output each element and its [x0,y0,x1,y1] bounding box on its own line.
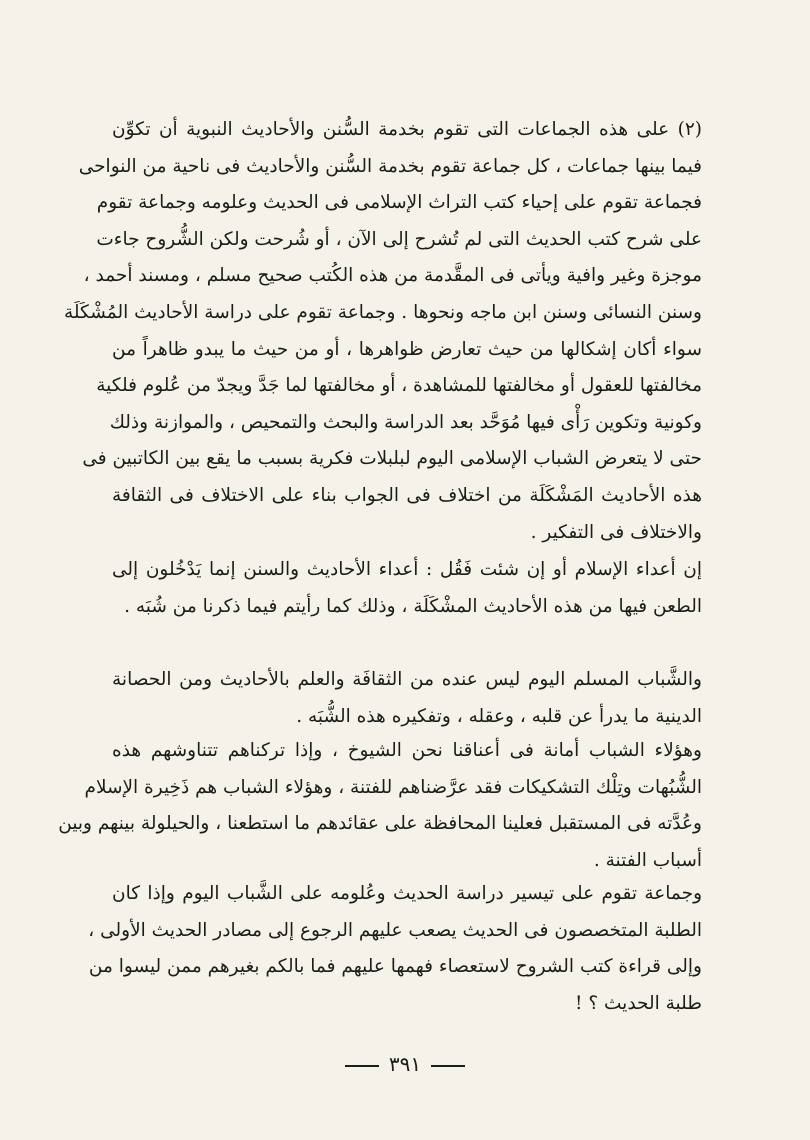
text-line: وسنن النسائى وسنن ابن ماجه ونحوها . وجماعة تقوم على دراسة الأحاديث المُشْكَلَة [63,301,702,323]
text-line: الشُّبُهات وتِلْك التشكيكات فقد عرَّضناهم للفتنة ، وهؤلاء الشباب هم ذَخِيرة الإسلام [84,776,702,798]
text-line: الدينية ما يدرأ عن قلبه ، وعقله ، وتفكيره هذه الشُّبَه . [296,705,702,727]
text-line: سواء أكان إشكالها من حيث تعارض ظواهرها ، أو من حيث ما يبدو ظاهراً من [112,338,702,360]
text-line: مخالفتها للعقول أو مخالفتها للمشاهدة ، أو مخالفتها لما جَدَّ ويجدّ من عُلوم فلكية [96,375,702,397]
dash-left-decoration [431,1065,465,1067]
paragraph-2 [112,552,702,625]
text-line: وكونية وتكوين رَأْى فيها مُوَحَّد بعد الدراسة والبحث والتمحيص ، والموازنة وذلك [109,411,702,433]
text-line: موجزة وغير وافية ويأتى فى المقَّدمة من هذه الكُتب صحيح مسلم ، ومسند أحمد ، [83,265,702,287]
text-line: (٢) على هذه الجماعات التى تقوم بخدمة السُّنن والأحاديث النبوية أن تكوِّن [112,119,702,140]
text-line: على شرح كتب الحديث التى لم تُشرح إلى الآن ، أو شُرحت ولكن الشُّروح جاءت [96,228,702,250]
text-line: فيما بينها جماعات ، كل جماعة تقوم بخدمة السُّنن والأحاديث فى ناحية من النواحى [78,155,702,177]
paragraph-3 [112,662,702,735]
paragraph-1 [63,112,702,551]
text-line: وجماعة تقوم على تيسير دراسة الحديث وعُلومه على الشَّباب اليوم وإذا كان [112,883,702,904]
text-line: طلبة الحديث ؟ ! [575,992,702,1014]
text-line: وهؤلاء الشباب أمانة فى أعناقنا نحن الشيوخ ، وإذا تركناهم تتناوشهم هذه [112,740,702,761]
text-line: هذه الأحاديث المَشْكَلَة من اختلاف فى الجواب بناء على الاختلاف فى الثقافة [112,484,702,506]
text-line: إن أعداء الإسلام أو إن شئت فَقُل : أعداء الأحاديث والسنن إنما يَدْخُلون إلى [112,559,702,580]
text-line: فجماعة تقوم على إحياء كتب التراث الإسلامى فى الحديث وعلومه وجماعة تقوم [96,192,702,214]
text-line: حتى لا يتعرض الشباب الإسلامى اليوم لبلبلات فكرية بسبب ما يقع بين الكاتبين فى [82,448,702,470]
paragraph-5 [88,876,702,1022]
text-line: وإلى قراءة كتب الشروح لاستعصاء فهمها عليهم فما بالكم بغيرهم ممن ليسوا من [88,956,702,978]
text-line: وعُدَّته فى المستقبل فعلينا المحافظة على عقائدهم ما استطعنا ، والحيلولة بينهم وبين [58,813,702,835]
text-line: أسباب الفتنة . [593,849,702,871]
page-number-text: ٣٩١ [388,1052,422,1076]
text-line: الطعن فيها من هذه الأحاديث المشْكَلَة ، وذلك كما رأيتم فيما ذكرنا من شُبَه . [124,595,702,617]
text-line: والشَّباب المسلم اليوم ليس عنده من الثقافَة والعلم بالأحاديث ومن الحصانة [112,669,702,690]
page-number [0,1052,810,1076]
dash-right-decoration [345,1065,379,1067]
paragraph-4 [58,733,702,879]
text-line: الطلبة المتخصصون فى الحديث يصعب عليهم الرجوع إلى مصادر الحديث الأولى ، [88,919,702,941]
text-line: والاختلاف فى التفكير . [530,521,702,543]
